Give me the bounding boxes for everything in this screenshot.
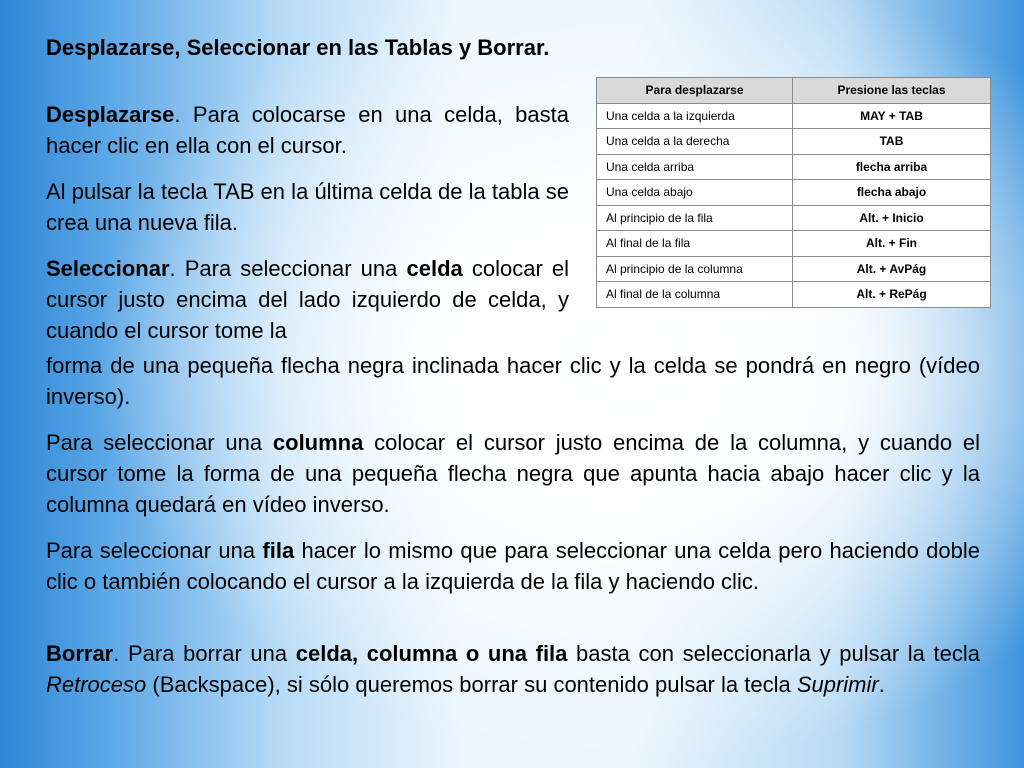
paragraph-text: hacer lo mismo que para seleccionar una celda pero haciendo doble clic o también colocando el cursor a la izquierda de la fila y haciendo clic. bbox=[46, 538, 980, 594]
key-retroceso: Retroceso bbox=[46, 672, 147, 697]
term-borrar: Borrar bbox=[46, 641, 114, 666]
table-cell-keys: Alt. + Inicio bbox=[793, 205, 991, 231]
table-row bbox=[597, 231, 991, 257]
paragraph-text: . Para colocarse en una celda, basta hacer clic en ella con el cursor. bbox=[46, 102, 569, 158]
paragraph-text: basta con seleccionarla y pulsar la tecla bbox=[567, 641, 980, 666]
table-cell-action: Al final de la fila bbox=[597, 231, 793, 257]
paragraph-text: forma de una pequeña flecha negra inclinada hacer clic y la celda se pondrá en negro (vídeo inverso). bbox=[46, 353, 980, 409]
term-celda-columna-fila: celda, columna o una fila bbox=[295, 641, 568, 666]
table-row bbox=[597, 154, 991, 180]
table-cell-action: Al principio de la fila bbox=[597, 205, 793, 231]
paragraph-columna bbox=[46, 427, 980, 520]
paragraph-fila bbox=[46, 535, 980, 597]
table-cell-keys: flecha abajo bbox=[793, 180, 991, 206]
table-cell-keys: MAY + TAB bbox=[793, 103, 991, 129]
table-header-action: Para desplazarse bbox=[597, 78, 793, 104]
table-row bbox=[597, 129, 991, 155]
term-fila: fila bbox=[262, 538, 295, 563]
paragraph-text: Al pulsar la tecla TAB en la última celda de la tabla se crea una nueva fila. bbox=[46, 179, 569, 235]
paragraph-text: . bbox=[878, 672, 885, 697]
table-cell-keys: TAB bbox=[793, 129, 991, 155]
table-row bbox=[597, 256, 991, 282]
table-cell-keys: Alt. + AvPág bbox=[793, 256, 991, 282]
table-row bbox=[597, 180, 991, 206]
table-row bbox=[597, 282, 991, 308]
slide-title: Desplazarse, Seleccionar en las Tablas y Borrar. bbox=[46, 35, 550, 60]
paragraph-desplazarse bbox=[46, 99, 569, 161]
table-row bbox=[597, 205, 991, 231]
table-cell-keys: Alt. + Fin bbox=[793, 231, 991, 257]
table-cell-action: Una celda a la derecha bbox=[597, 129, 793, 155]
term-celda: celda bbox=[406, 256, 463, 281]
table-header-row bbox=[597, 78, 991, 104]
paragraph-text: . Para seleccionar una bbox=[169, 256, 407, 281]
paragraph-tab-new-row bbox=[46, 176, 569, 238]
table-cell-keys: Alt. + RePág bbox=[793, 282, 991, 308]
term-columna: columna bbox=[272, 430, 364, 455]
table-row bbox=[597, 103, 991, 129]
table-cell-keys: flecha arriba bbox=[793, 154, 991, 180]
table-cell-action: Una celda abajo bbox=[597, 180, 793, 206]
table-cell-action: Al final de la columna bbox=[597, 282, 793, 308]
navigation-keys-table bbox=[596, 77, 991, 308]
paragraph-seleccionar-continued bbox=[46, 350, 980, 412]
term-desplazarse: Desplazarse bbox=[46, 102, 175, 127]
paragraph-text: colocar el cursor justo encima del lado izquierdo de celda, y cuando el cursor tome la bbox=[46, 256, 569, 343]
paragraph-text: colocar el cursor justo encima de la columna, y cuando el cursor tome la forma de una pequeña flecha negra que apunta hacia abajo hacer clic y la columna quedará en vídeo inverso. bbox=[46, 430, 980, 517]
table-cell-action: Al principio de la columna bbox=[597, 256, 793, 282]
paragraph-borrar bbox=[46, 638, 980, 700]
paragraph-seleccionar bbox=[46, 253, 569, 346]
table-cell-action: Una celda arriba bbox=[597, 154, 793, 180]
paragraph-text: . Para borrar una bbox=[113, 641, 296, 666]
paragraph-text: Para seleccionar una bbox=[46, 538, 263, 563]
term-seleccionar: Seleccionar bbox=[46, 256, 170, 281]
table-header-keys: Presione las teclas bbox=[793, 78, 991, 104]
paragraph-text: Para seleccionar una bbox=[46, 430, 273, 455]
paragraph-text: (Backspace), si sólo queremos borrar su contenido pulsar la tecla bbox=[146, 672, 797, 697]
table-cell-action: Una celda a la izquierda bbox=[597, 103, 793, 129]
key-suprimir: Suprimir bbox=[796, 672, 879, 697]
